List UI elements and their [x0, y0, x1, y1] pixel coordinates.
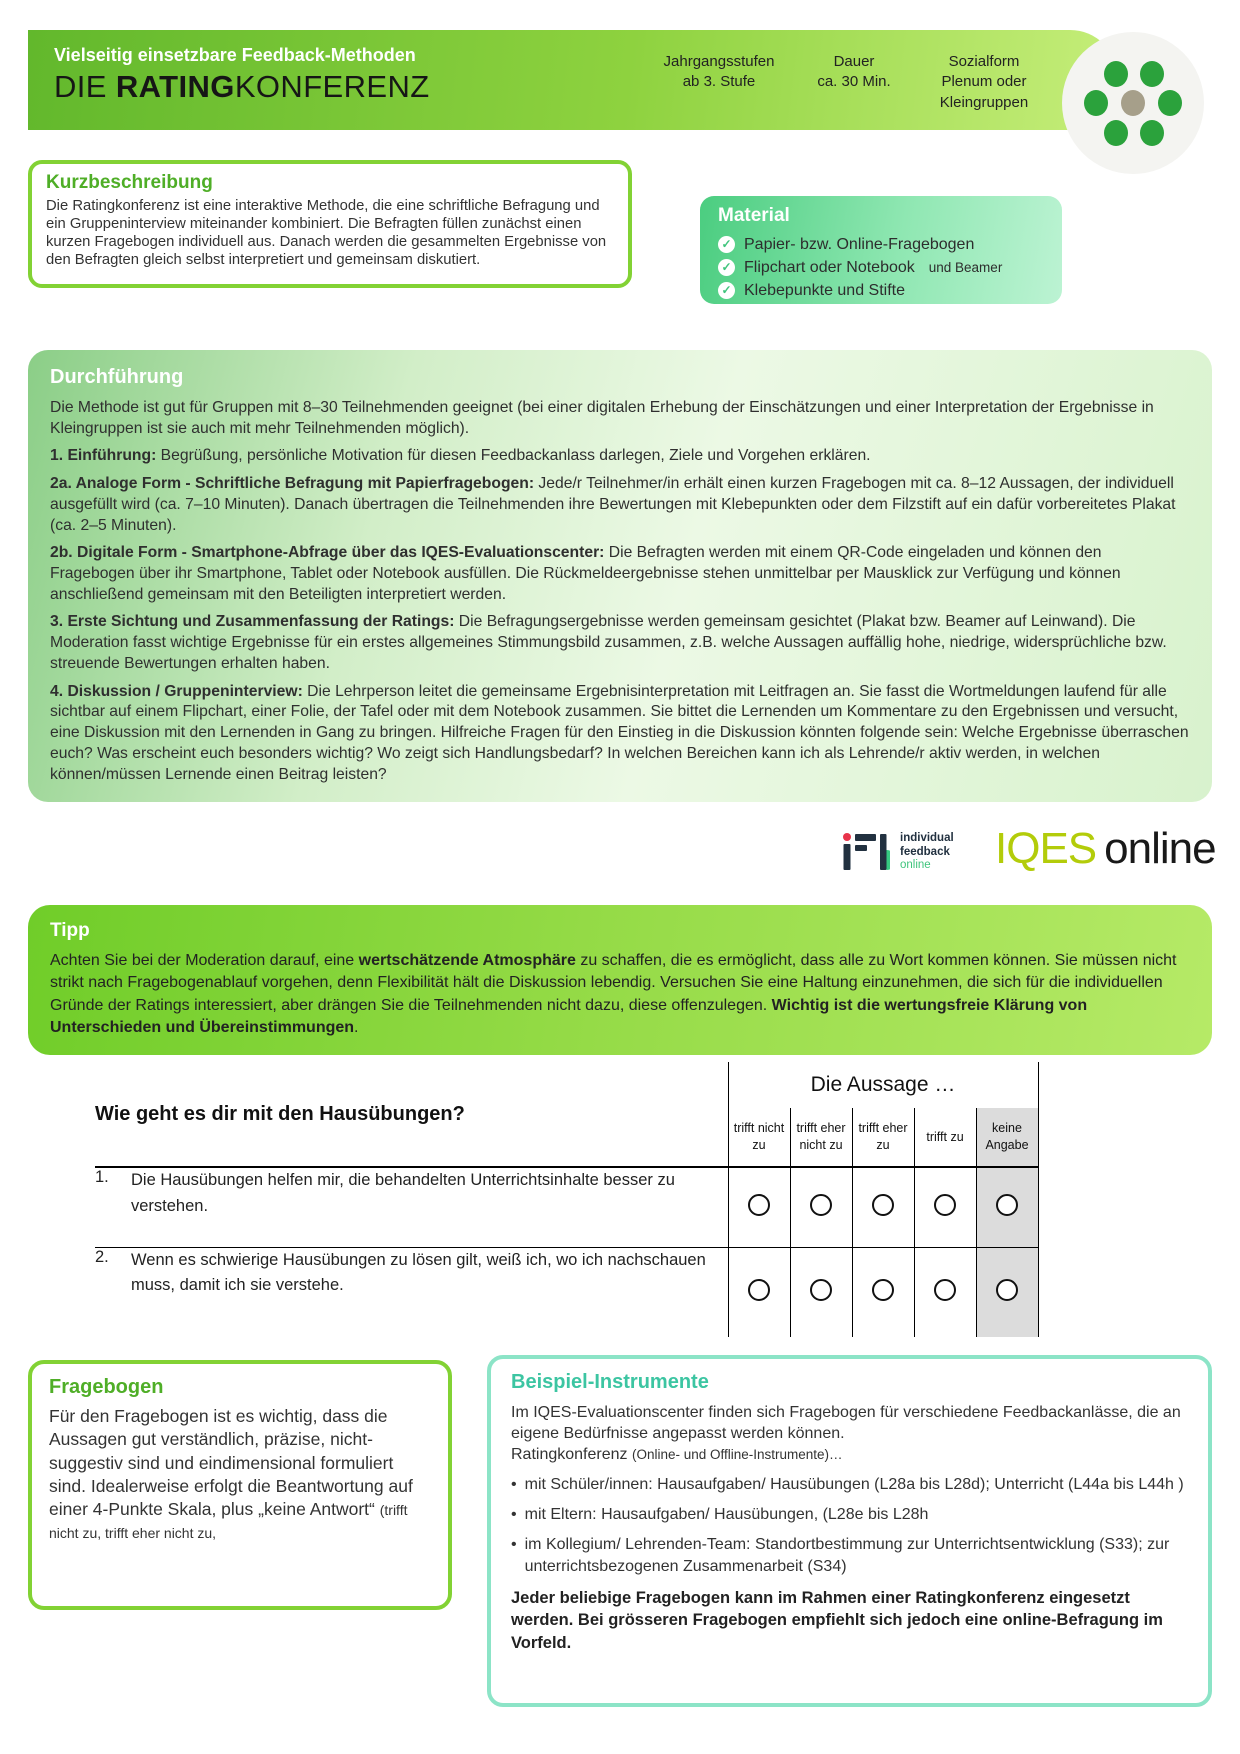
meta-label: Dauer [833, 53, 875, 70]
answer-cell [852, 1167, 914, 1247]
header-meta [658, 52, 1040, 113]
ifb-line-3: online [900, 859, 931, 872]
logo-dot-center-icon [1121, 90, 1145, 116]
material-item [718, 233, 1044, 256]
title-pre: DIE [54, 69, 116, 104]
logo-dot-icon [1104, 61, 1128, 87]
material-list [718, 233, 1044, 302]
check-icon [718, 259, 735, 276]
meta-dauer [810, 52, 898, 113]
answer-cell [728, 1247, 790, 1337]
iqes-logo-green: IQES [995, 824, 1097, 873]
ifb-line-1: individual [900, 832, 954, 844]
meta-value: Plenum oder Kleingruppen [939, 73, 1029, 111]
answer-cell [790, 1167, 852, 1247]
answer-cell [790, 1247, 852, 1337]
beispiel-instrumente-box [487, 1355, 1212, 1707]
kurzbeschreibung-title: Kurzbeschreibung [46, 172, 213, 193]
statement-number: 1. [95, 1167, 131, 1247]
fragebogen-title: Fragebogen [49, 1376, 164, 1398]
iqes-logo-dark: online [1104, 824, 1216, 873]
radio-circle-icon [810, 1194, 832, 1216]
radio-circle-icon [872, 1194, 894, 1216]
statement-number: 2. [95, 1247, 109, 1266]
title-rest: KONFERENZ [234, 69, 430, 104]
beispiel-subline: Ratingkonferenz (Online- und Offline-Instrumente)… [511, 1446, 843, 1464]
material-item-text: Klebepunkte und Stifte [744, 282, 906, 299]
option-header-trifft-nicht-zu: trifft nicht zu [728, 1108, 790, 1167]
document-kicker: Vielseitig einsetzbare Feedback-Methoden [54, 45, 416, 65]
ifb-logo [842, 832, 954, 874]
answer-span-header: Die Aussage … [728, 1062, 1038, 1108]
beispiel-title: Beispiel-Instrumente [511, 1371, 709, 1393]
material-item [718, 279, 1044, 302]
bullet-icon: • [511, 1536, 517, 1554]
answer-cell [728, 1167, 790, 1247]
logo-dot-icon [1140, 61, 1164, 87]
material-item-text: Papier- bzw. Online-Fragebogen [744, 236, 975, 253]
logo-dot-icon [1140, 120, 1164, 146]
durchfuehrung-box [28, 350, 1212, 802]
logo-dot-icon [1084, 90, 1108, 116]
meta-sozialform [928, 52, 1040, 113]
check-icon [718, 236, 735, 253]
radio-circle-icon [934, 1279, 956, 1301]
option-header-trifft-zu: trifft zu [914, 1108, 976, 1167]
radio-circle-icon [748, 1279, 770, 1301]
answer-cell-keine-angabe [976, 1247, 1038, 1337]
logo-dot-icon [1104, 120, 1128, 146]
meta-jahrgangsstufen [658, 52, 780, 113]
beispiel-bullet-2: • mit Eltern: Hausaufgaben/ Hausübungen, (L28e bis L28h [511, 1504, 1188, 1525]
tipp-body: Achten Sie bei der Moderation darauf, eine wertschätzende Atmosphäre zu schaffen, die es ermöglicht, dass alle zu Wort kommen können. Sie müssen nicht strikt nach Fragebogenablauf vorgehen, denn Flexibilität hält die Diskussion lebendig. Versuchen Sie eine Haltung einzunehmen, die sich für die individuellen Gründe der Ratings interessiert, aber drängen Sie die Teilnehmenden nicht dazu, diese offenzulegen. Wichtig ist die wertungsfreie Klärung von Unterschieden und Übereinstimmungen. [50, 952, 1177, 1037]
option-header-trifft-eher-zu: trifft eher zu [852, 1108, 914, 1167]
meta-label: Jahrgangsstufen [663, 53, 775, 70]
material-item [718, 256, 1044, 279]
radio-circle-icon [872, 1279, 894, 1301]
answer-cell-keine-angabe [976, 1167, 1038, 1247]
kurzbeschreibung-body: Die Ratingkonferenz ist eine interaktive Methode, die eine schriftliche Befragung und ein Gruppeninterview miteinander kombiniert. Die Befragten füllen zunächst einen kurzen Fragebogen individuell aus. Danach werden die gesammelten Ergebnisse von den Befragten gleich selbst interpretiert und gemeinsam diskutiert. [46, 198, 607, 269]
beispiel-bullet-1: • mit Schüler/innen: Hausaufgaben/ Hausübungen (L28a bis L28d); Unterricht (L44a bis L44h ) [511, 1474, 1188, 1495]
bullet-icon: • [511, 1476, 517, 1494]
fragebogen-body: Für den Fragebogen ist es wichtig, dass die Aussagen gut verständlich, präzise, nicht-suggestiv sind und eindimensional formuliert sind. Idealerweise erfolgt die Beantwortung auf einer 4-Punkte Skala, plus „keine Antwort“ (trifft nicht zu, trifft eher nicht zu, [49, 1406, 413, 1542]
dots-logo-icon [1062, 32, 1204, 174]
answer-cell [852, 1247, 914, 1337]
option-header-trifft-eher-nicht-zu: trifft eher nicht zu [790, 1108, 852, 1167]
questionnaire-question: Wie geht es dir mit den Hausübungen? [95, 1102, 465, 1125]
fragebogen-box [28, 1360, 452, 1610]
statement-text: Die Hausübungen helfen mir, die behandelten Unterrichtsinhalte besser zu verstehen. [131, 1167, 728, 1247]
durchfuehrung-step-3: 3. Erste Sichtung und Zusammenfassung der Ratings: Die Befragungsergebnisse werden gemeinsam gesichtet (Plakat bzw. Beamer auf Leinwand). Die Moderation fasst wichtige Ergebnisse für ein erstes allgemeines Stimmungsbild zusammen, z.B. welche Aussagen auffällig hohe, niedrige, widersprüchliche bzw. streuende Bewertungen erhalten haben. [50, 613, 1167, 672]
beispiel-outro: Jeder beliebige Fragebogen kann im Rahmen einer Ratingkonferenz eingesetzt werden. Bei grösseren Fragebogen empfiehlt sich jedoch eine online-Befragung im Vorfeld. [511, 1588, 1163, 1653]
tipp-box [28, 905, 1212, 1055]
durchfuehrung-step-2b: 2b. Digitale Form - Smartphone-Abfrage über das IQES-Evaluationscenter: Die Befragten werden mit einem QR-Code eingeladen und können den Fragebogen über ihr Smartphone, Tablet oder Notebook ausfüllen. Die Rückmeldeergebnisse stehen unmittelbar per Mausklick zur Verfügung und können anschließend gemeinsam mit den Beteiligten interpretiert werden. [50, 544, 1121, 603]
meta-label: Sozialform [948, 53, 1020, 70]
meta-value: ab 3. Stufe [682, 73, 756, 91]
ifb-line-2: feedback [900, 845, 950, 858]
beispiel-intro: Im IQES-Evaluationscenter finden sich Fragebogen für verschiedene Feedbackanlässe, die an eigene Bedürfnisse angepasst werden können. [511, 1404, 1181, 1443]
meta-value: ca. 30 Min. [817, 73, 891, 91]
check-icon [718, 282, 735, 299]
tipp-title: Tipp [50, 920, 90, 941]
material-title: Material [718, 205, 790, 226]
durchfuehrung-step-1: 1. Einführung: Begrüßung, persönliche Motivation für diesen Feedbackanlass darlegen, Ziele und Vorgehen erklären. [50, 447, 871, 465]
answer-cell [914, 1247, 976, 1337]
radio-circle-icon [996, 1194, 1018, 1216]
material-item-text: Flipchart oder Notebook [744, 259, 915, 276]
material-box [700, 196, 1062, 304]
statement-text: Wenn es schwierige Hausübungen zu lösen gilt, weiß ich, wo ich nachschauen muss, damit ich sie verstehe. [131, 1250, 706, 1295]
radio-circle-icon [810, 1279, 832, 1301]
radio-circle-icon [748, 1194, 770, 1216]
bullet-icon: • [511, 1506, 517, 1524]
answer-cell [914, 1167, 976, 1247]
questionnaire-question-cell [95, 1062, 728, 1167]
statement-row-2 [95, 1247, 1038, 1337]
iqes-online-logo [995, 824, 1216, 874]
durchfuehrung-step-2a: 2a. Analoge Form - Schriftliche Befragung mit Papierfragebogen: Jede/r Teilnehmer/in erhält einen kurzen Fragebogen mit ca. 8–12 Aussagen, der individuell ausgefüllt wird (ca. 7–10 Minuten). Danach übertragen die Teilnehmenden ihre Bewertungen mit Klebepunkten oder dem Filzstift auf ein dafür vorbereitetes Plakat (ca. 2–5 Minuten). [50, 475, 1176, 534]
questionnaire-table [95, 1062, 1039, 1337]
ifb-logo-mark-icon [842, 832, 890, 874]
title-bold: RATING [115, 69, 235, 104]
ifb-logo-text [900, 832, 954, 873]
durchfuehrung-title: Durchführung [50, 366, 184, 388]
material-item-suffix: und Beamer [928, 260, 1003, 275]
option-header-keine-angabe: keine Angabe [976, 1108, 1038, 1167]
beispiel-bullet-3: • im Kollegium/ Lehrenden-Team: Standortbestimmung zur Unterrichtsentwicklung (S33); zur unterrichtsbezogenen Zusammenarbeit (S34) [511, 1534, 1188, 1576]
logo-dot-icon [1158, 90, 1182, 116]
radio-circle-icon [934, 1194, 956, 1216]
durchfuehrung-step-4: 4. Diskussion / Gruppeninterview: Die Lehrperson leitet die gemeinsame Ergebnisinterpretation mit Leitfragen an. Sie fasst die Wortmeldungen laufend für alle sichtbar auf einem Flipchart, einer Folie, der Tafel oder mit dem Notebook zusammen. Sie bittet die Lernenden um Kommentare zu den Ergebnissen und versucht, eine Diskussion mit den Lernenden in Gang zu bringen. Hilfreiche Fragen für den Einstieg in die Diskussion könnten folgende sein: Welche Ergebnisse überraschen euch? Was erscheint euch besonders wichtig? Wo zeigt sich Handlungsbedarf? In welchen Bereichen kann ich als Lehrende/r aktiv werden, in welchen können/müssen Lernende einen Beitrag leisten? [50, 682, 1189, 783]
statement-row-1 [95, 1167, 1038, 1247]
header-banner [28, 30, 1118, 130]
radio-circle-icon [996, 1279, 1018, 1301]
durchfuehrung-intro: Die Methode ist gut für Gruppen mit 8–30 Teilnehmenden geeignet (bei einer digitalen Erhebung der Einschätzungen und einer Interpretation der Ergebnisse in Kleingruppen ist sie auch mit mehr Teilnehmenden möglich). [50, 399, 1154, 437]
kurzbeschreibung-box [28, 160, 632, 288]
